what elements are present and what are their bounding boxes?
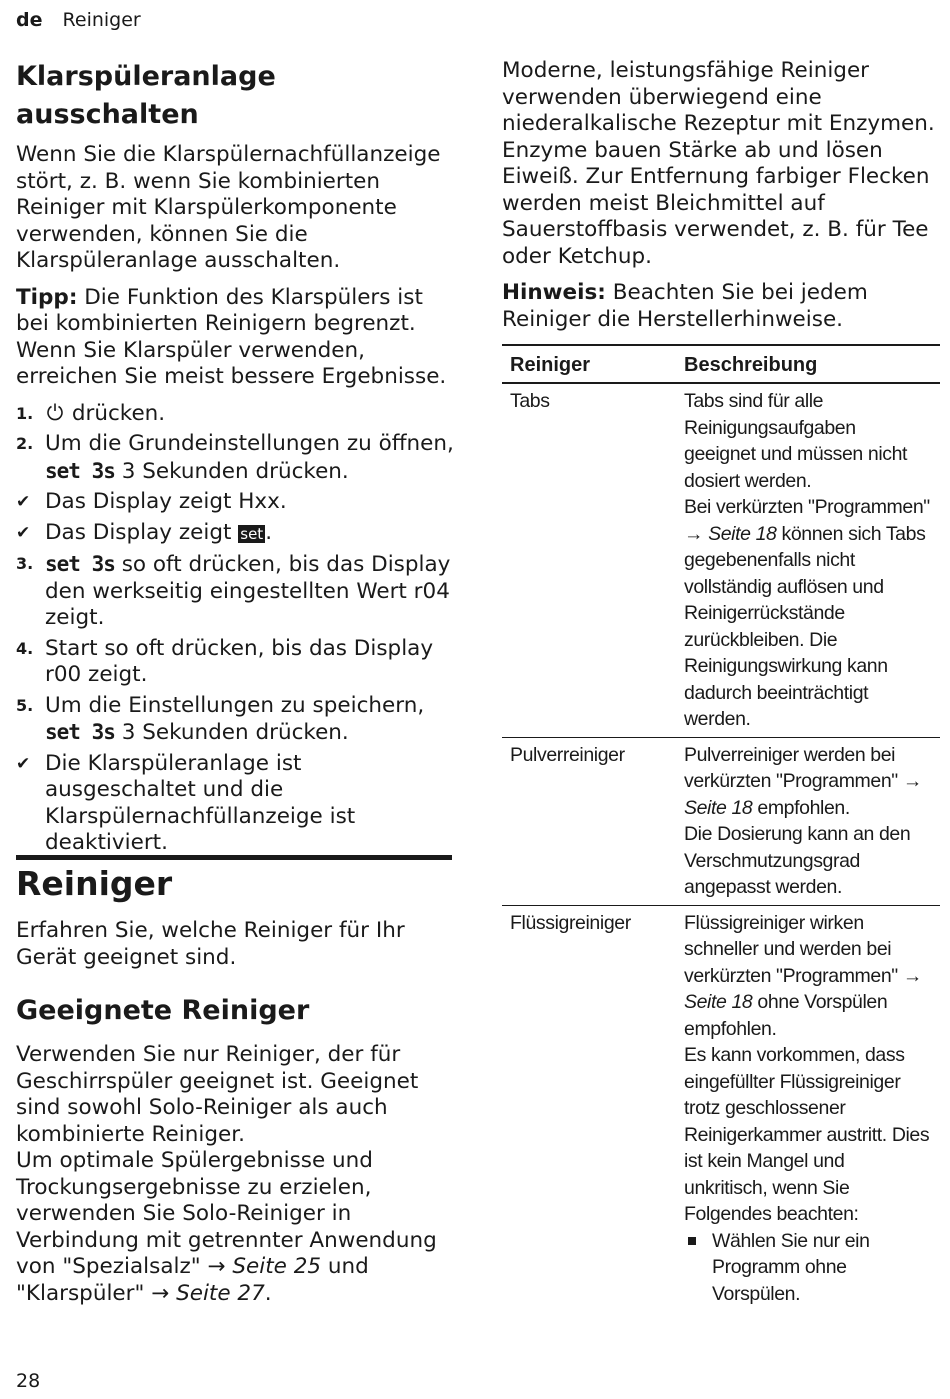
table-row [502,905,940,1311]
detergent-description [676,383,940,737]
step-item [16,431,456,485]
detergent-table [502,344,940,1311]
tip-text: Die Funktion des Klarspülers ist bei kombinierten Reinigern begrenzt. Wenn Sie Klarspüler verwenden, erreichen Sie meist bessere Ergebnisse. [16,284,447,389]
column-header: Beschreibung [676,345,940,383]
power-icon [45,401,65,426]
step-number: 5. [16,695,34,715]
klarspueler-intro: Wenn Sie die Klarspülernachfüllanzeige stört, z. B. wenn Sie kombinierten Reiniger mit Klarspülerkomponente verwenden, können Sie die Klarspüleranlage ausschalten. [16,142,441,273]
set-button-label: set 3s [45,458,115,483]
page-header [16,9,141,31]
table-row [502,737,940,905]
description-text: Tabs sind für alle Reinigungsaufgaben geeignet und müssen nicht dosiert werden. [684,390,908,492]
result-text: . [265,519,273,545]
detergent-description [676,905,940,1311]
tip-label: Tipp: [16,284,78,310]
description-text: Es kann vorkommen, dass eingefüllter Flüssigreiniger trotz geschlossener Reinigerkammer austritt. Dies ist kein Mangel und unkritisch, wenn Sie Folgendes beachten: [684,1044,930,1225]
square-bullet-icon [688,1237,696,1245]
description-fragment: ohne Vorspülen empfohlen. [684,991,888,1040]
step-number: 1. [16,403,34,423]
step-text: Start so oft drücken, bis das Display r00 zeigt. [45,635,434,687]
geeignete-p1: Verwenden Sie nur Reiniger, der für Geschirrspüler geeignet ist. Geeignet sind sowohl Solo-Reiniger als auch kombinierte Reiniger. [16,1042,419,1147]
left-column [16,58,456,861]
step-text: Um die Grundeinstellungen zu öffnen, [45,431,454,456]
step-item [16,401,456,428]
table-row [502,383,940,737]
description-text [684,494,932,733]
result-item [16,489,456,516]
section-divider [16,855,452,860]
chapter-heading: Reiniger [16,864,173,903]
page-reference-link[interactable]: Seite 18 [684,796,753,819]
set-button-label: set 3s [45,720,115,744]
table-header-row [502,345,940,383]
result-text: Die Klarspüleranlage ist ausgeschaltet und die Klarspülernachfüllanzeige ist deaktiviert. [45,750,356,855]
step-text: drücken. [65,400,166,426]
step-text: Um die Einstellungen zu speichern, [45,692,425,718]
step-text: 3 Sekunden drücken. [114,458,349,484]
bullet-item [684,1228,932,1308]
detergent-name: Flüssigreiniger [502,905,676,1311]
checkmark-icon: ✔ [16,522,31,543]
page-reference-link[interactable]: Seite 25 [232,1254,322,1279]
checkmark-icon: ✔ [16,492,31,512]
display-set-indicator: set [240,524,264,543]
hint-text: Beachten Sie bei jedem Reiniger die Herstellerhinweise. [502,280,868,332]
result-item [16,520,456,548]
set-button-label: set 3s [45,552,115,576]
checkmark-icon: ✔ [16,753,31,774]
description-text [684,910,932,1043]
enzyme-paragraph: Moderne, leistungsfähige Reiniger verwenden überwiegend eine niederalkalische Rezeptur mit Enzymen. Enzyme bauen Stärke ab und lösen Eiweiß. Zur Entfernung farbiger Flecken werden meist Bleichmittel auf Sauerstoffbasis verwendet, z. B. für Tee oder Ketchup. [502,58,935,269]
hint-paragraph [502,280,940,333]
steps-list [16,401,456,857]
result-item [16,751,456,857]
geeignete-p2-text: . [264,1280,272,1306]
hint-label: Hinweis: [502,280,606,305]
geeignete-p2-text: und "Klarspüler" → [16,1254,369,1306]
detergent-name: Tabs [510,390,550,412]
geeignete-p2 [16,1148,456,1307]
header-title: Reiniger [62,9,141,31]
geeignete-p2-text: Um optimale Spülergebnisse und Trockungsergebnisse zu erzielen, verwenden Sie Solo-Reiniger in Verbindung mit getrennter Anwendung von "Spezialsalz" → [16,1148,437,1279]
right-column [502,58,940,343]
page-reference-link[interactable]: Seite 27 [176,1280,265,1306]
step-number: 2. [16,434,34,453]
detergent-name: Pulverreiniger [502,737,676,905]
description-fragment: Bei verkürzten "Programmen" → [684,496,930,545]
page-reference-link[interactable]: Seite 18 [708,522,777,545]
step-item [16,636,456,689]
description-text [684,742,932,822]
chapter-intro [16,918,456,981]
geeignete-text [16,1042,456,1317]
step-text: so oft drücken, bis das Display den werkseitig eingestellten Wert r04 zeigt. [45,552,451,630]
step-number: 3. [16,554,34,573]
result-text: Das Display zeigt [45,519,239,545]
reiniger-intro-text: Erfahren Sie, welche Reiniger für Ihr Gerät geeignet sind. [16,918,405,970]
bullet-text: Wählen Sie nur ein Programm ohne Vorspülen. [712,1229,870,1305]
detergent-description [676,737,940,905]
description-fragment: Pulverreiniger werden bei verkürzten "Programmen" → [684,743,922,792]
description-text: Die Dosierung kann an den Verschmutzungsgrad angepasst werden. [684,823,911,898]
step-item [16,551,456,632]
section-heading-klarspueler: Klarspüleranlage ausschalten [16,61,276,130]
language-code: de [16,9,43,31]
step-item [16,693,456,747]
column-header: Reiniger [502,345,676,383]
description-fragment: Flüssigreiniger wirken schneller und werden bei verkürzten "Programmen" → [684,911,922,987]
description-fragment: können sich Tabs gegebenenfalls nicht vollständig auflösen und Reinigerrückstände zurückbleiben. Die Reinigungswirkung kann dadurch beeinträchtigt werden. [684,522,926,730]
step-number: 4. [16,638,34,658]
page-number: 28 [16,1370,41,1392]
description-fragment: empfohlen. [752,796,850,819]
section-heading-geeignete: Geeignete Reiniger [16,995,310,1026]
step-text: 3 Sekunden drücken. [114,720,349,745]
tip-paragraph [16,285,456,391]
page-reference-link[interactable]: Seite 18 [684,991,753,1013]
result-text: Das Display zeigt Hxx. [45,489,287,514]
